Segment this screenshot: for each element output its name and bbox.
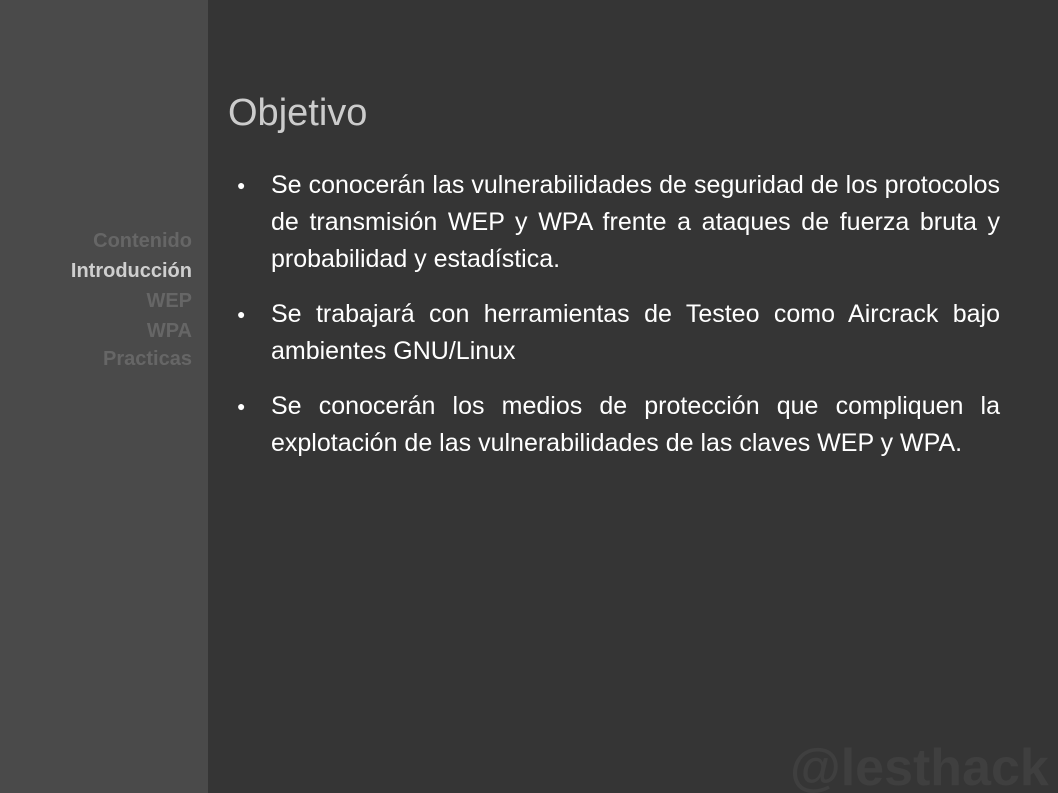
bullet-list	[237, 167, 1000, 480]
nav-item-wpa[interactable]: WPA	[146, 320, 192, 342]
bullet-item	[237, 388, 1000, 462]
bullet-item	[237, 296, 1000, 370]
sidebar-nav	[71, 226, 192, 372]
nav-item-wep[interactable]: WEP	[146, 290, 192, 312]
nav-item-contenido[interactable]: Contenido	[93, 230, 192, 252]
slide-title: Objetivo	[228, 92, 368, 134]
nav-item-practicas[interactable]: Practicas	[103, 348, 192, 370]
bullet-text: Se conocerán los medios de protección que compliquen la explotación de las vulnerabilidades de las claves WEP y WPA.	[271, 392, 1000, 457]
bullet-text: Se trabajará con herramientas de Testeo como Aircrack bajo ambientes GNU/Linux	[271, 300, 1000, 365]
bullet-item	[237, 167, 1000, 278]
nav-item-introduccion[interactable]: Introducción	[70, 260, 192, 282]
bullet-dot-icon: ●	[237, 306, 246, 322]
sidebar	[0, 0, 208, 793]
bullet-text: Se conocerán las vulnerabilidades de seguridad de los protocolos de transmisión WEP y WPA frente a ataques de fuerza bruta y probabilidad y estadística.	[271, 171, 1000, 273]
watermark: @lesthack	[790, 739, 1049, 793]
bullet-dot-icon: ●	[237, 177, 246, 193]
bullet-dot-icon: ●	[237, 398, 246, 414]
